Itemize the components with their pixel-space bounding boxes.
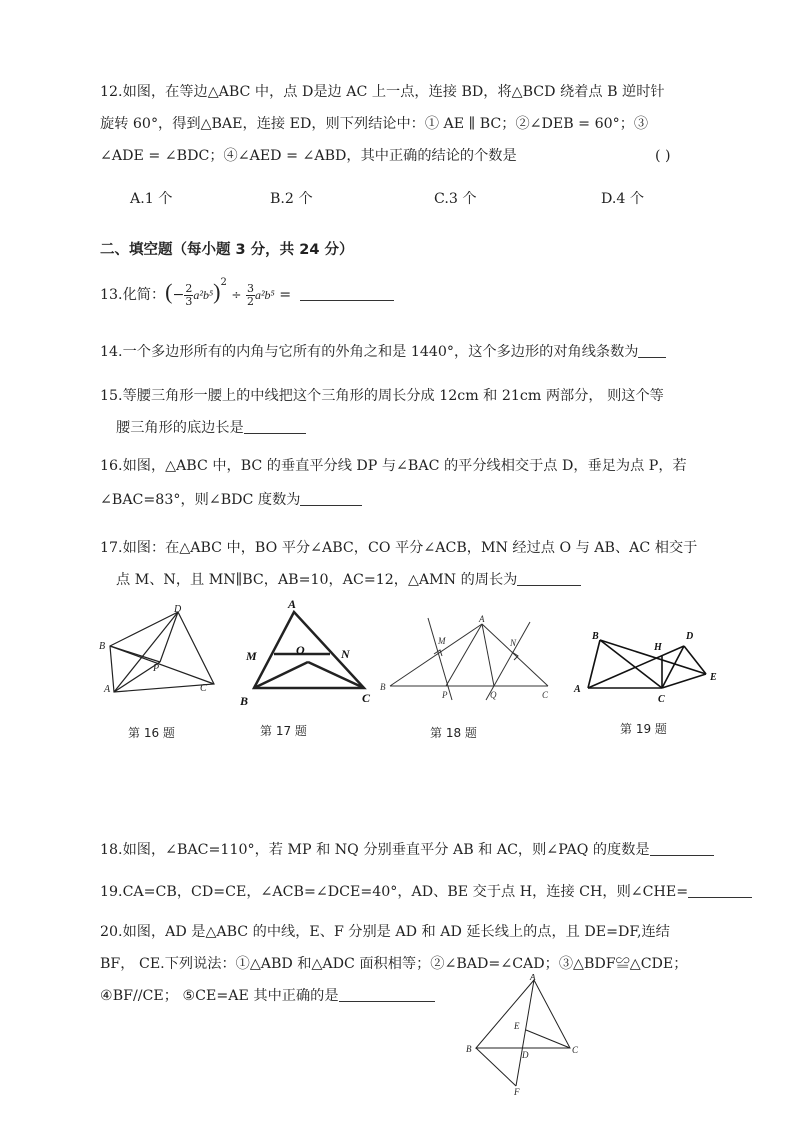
q12-answer-paren: ( ) — [655, 148, 671, 164]
q20-line1: 20.如图，AD 是△ABC 的中线，E、F 分别是 AD 和 AD 延长线上的点，且 DE=DF,连结 — [100, 924, 670, 940]
q13-minus: − — [172, 287, 185, 303]
q13-div: ÷ — [231, 288, 242, 302]
q13-fraction-1 — [184, 283, 193, 308]
fig20-label-a: A — [530, 974, 536, 982]
fig16-label-p: P — [153, 663, 160, 674]
q13-answer-blank[interactable] — [300, 286, 394, 301]
q12-line3: ∠ADE = ∠BDC；④∠AED = ∠ABD，其中正确的结论的个数是 — [100, 148, 517, 164]
q13-right-paren: ) — [213, 279, 221, 304]
q12-line1: 12.如图，在等边△ABC 中，点 D是边 AC 上一点，连接 BD，将△BCD 绕着点 B 逆时针 — [100, 84, 665, 100]
q15-line2 — [116, 418, 306, 438]
q16-line2 — [100, 490, 362, 510]
fig17-label-o: O — [296, 643, 305, 657]
q15-text: 腰三角形的底边长是 — [116, 420, 244, 436]
q15-line1: 15.等腰三角形一腰上的中线把这个三角形的周长分成 12cm 和 21cm 两部分， 则这个等 — [100, 388, 664, 404]
q19-text: 19.CA=CB，CD=CE，∠ACB=∠DCE=40°，AD、BE 交于点 H，连接 CH，则∠CHE= — [100, 884, 689, 900]
fig17-label-m: M — [246, 649, 257, 663]
fig19-label-h: H — [654, 642, 662, 653]
q18-line — [100, 840, 714, 860]
fig16-label-c: C — [200, 683, 207, 694]
q12-option-d: D.4 个 — [601, 191, 645, 207]
q13-frac1-num: 2 — [185, 281, 193, 295]
fig17-label-n: N — [341, 647, 350, 661]
q19-line — [100, 882, 752, 902]
q18-text: 18.如图，∠BAC=110°，若 MP 和 NQ 分别垂直平分 AB 和 AC，则∠PAQ 的度数是 — [100, 842, 650, 858]
q13-power: 2 — [220, 277, 227, 288]
figure-18 — [378, 612, 554, 704]
q12-option-a: A.1 个 — [130, 191, 173, 207]
q13-frac1-den: 3 — [185, 294, 193, 308]
fig20-label-d: D — [522, 1050, 529, 1060]
q12-option-b: B.2 个 — [270, 191, 313, 207]
q17-answer-blank[interactable] — [517, 571, 581, 586]
fig18-label-p: P — [442, 690, 448, 700]
q17-line1: 17.如图：在△ABC 中，BO 平分∠ABC，CO 平分∠ACB，MN 经过点 O 与 AB、AC 相交于 — [100, 540, 698, 556]
q18-answer-blank[interactable] — [650, 841, 714, 856]
fig19-caption: 第 19 题 — [620, 722, 667, 736]
q14-answer-blank[interactable] — [638, 343, 666, 358]
q12-option-c: C.3 个 — [434, 191, 477, 207]
figure-19 — [570, 622, 726, 708]
q13-prefix: 13.化简： — [100, 287, 166, 303]
q20-line3 — [100, 986, 435, 1006]
fig19-label-c: C — [658, 694, 665, 705]
fig18-label-m: M — [438, 636, 446, 646]
q13-frac2-num: 3 — [246, 281, 254, 295]
q19-answer-blank[interactable] — [688, 883, 752, 898]
q16-answer-blank[interactable] — [300, 491, 362, 506]
fig17-label-c: C — [362, 691, 371, 705]
fig17-label-b: B — [240, 694, 249, 708]
figure-16 — [96, 600, 226, 700]
q15-answer-blank[interactable] — [244, 419, 306, 434]
q13-left-paren: ( — [165, 279, 173, 304]
fig16-label-a: A — [104, 684, 111, 695]
fig16-label-d: D — [174, 604, 182, 615]
fig18-label-n: N — [510, 638, 517, 648]
q16-text: ∠BAC=83°，则∠BDC 度数为 — [100, 492, 301, 508]
fig16-label-b: B — [99, 641, 106, 652]
fig19-label-a: A — [574, 684, 581, 695]
q12-line2: 旋转 60°，得到△BAE，连接 ED，则下列结论中：① AE ∥ BC；②∠DEB = 60°；③ — [100, 116, 649, 132]
q16-line1: 16.如图，△ABC 中，BC 的垂直平分线 DP 与∠BAC 的平分线相交于点 D，垂足为点 P，若 — [100, 458, 687, 474]
fig17-label-a: A — [288, 597, 297, 611]
fig20-label-c: C — [572, 1045, 579, 1055]
q20-answer-blank[interactable] — [339, 987, 435, 1002]
q17-text: 点 M、N，且 MN∥BC，AB=10，AC=12，△AMN 的周长为 — [116, 572, 518, 588]
q13-term1: a²b⁵ — [193, 288, 214, 302]
fig19-label-e: E — [710, 672, 717, 683]
q13-term2: a²b⁵ — [254, 288, 275, 302]
fig20-label-e: E — [514, 1021, 520, 1031]
figure-17 — [240, 594, 380, 709]
q14-text: 14.一个多边形所有的内角与它所有的外角之和是 1440°，这个多边形的对角线条数为 — [100, 344, 639, 360]
fig17-caption: 第 17 题 — [260, 724, 307, 738]
q13-fraction-2 — [246, 283, 255, 308]
q20-text: ④BF//CE； ⑤CE=AE 其中正确的是 — [100, 988, 339, 1004]
fig18-caption: 第 18 题 — [430, 726, 477, 740]
figure-20 — [460, 974, 590, 1100]
q13-frac2-den: 2 — [246, 294, 254, 308]
q13-expression — [100, 262, 394, 308]
fig18-label-c: C — [542, 690, 549, 700]
fig18-label-q: Q — [490, 690, 497, 700]
fig16-caption: 第 16 题 — [128, 726, 175, 740]
fig20-label-f: F — [514, 1087, 520, 1097]
fig20-label-b: B — [466, 1044, 472, 1054]
fig18-label-a: A — [479, 614, 485, 624]
fig18-label-b: B — [380, 682, 386, 692]
q13-eq: = — [279, 287, 292, 303]
q14-line — [100, 342, 666, 362]
fig19-label-b: B — [592, 631, 599, 642]
fig19-label-d: D — [686, 631, 694, 642]
section-title: 二、填空题（每小题 3 分，共 24 分） — [100, 242, 354, 258]
q20-line2: BF， CE.下列说法：①△ABD 和△ADC 面积相等；②∠BAD=∠CAD；③△BDF≌△CDE； — [100, 956, 688, 972]
q17-line2 — [116, 570, 581, 590]
